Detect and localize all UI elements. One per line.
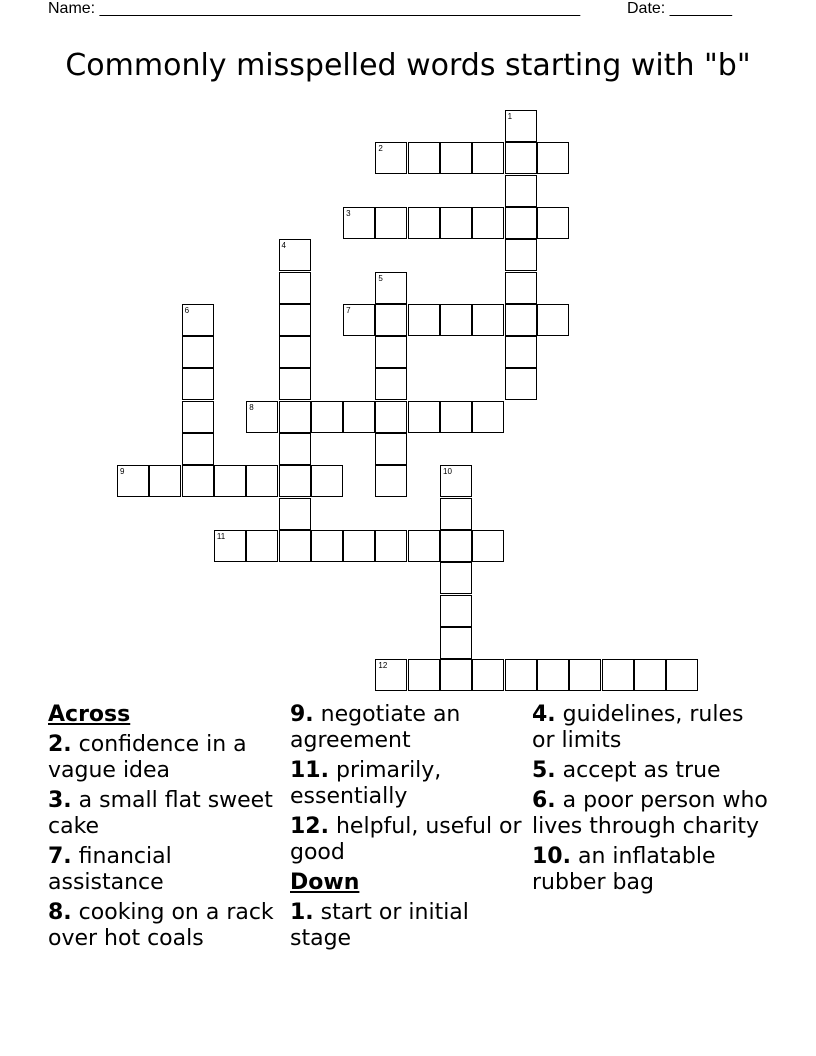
clue-text: cooking on a rack over hot coals: [48, 900, 274, 951]
crossword-cell[interactable]: [537, 207, 569, 239]
down-clue: [532, 702, 772, 754]
clue-number: 4.: [532, 702, 556, 727]
crossword-cell[interactable]: [182, 465, 214, 497]
clue-number: 5.: [532, 758, 556, 783]
crossword-cell[interactable]: [343, 530, 375, 562]
clue-number: 6.: [532, 788, 556, 813]
crossword-cell[interactable]: [375, 304, 407, 336]
page-title: Commonly misspelled words starting with "b": [65, 48, 751, 83]
crossword-cell[interactable]: [279, 336, 311, 368]
clue-text: helpful, useful or good: [290, 814, 522, 865]
crossword-cell[interactable]: [279, 530, 311, 562]
crossword-cell[interactable]: [149, 465, 181, 497]
clue-text: financial assistance: [48, 844, 172, 895]
crossword-cell[interactable]: [279, 239, 311, 271]
across-clue: [48, 732, 286, 784]
date-line: Date: _______: [627, 0, 732, 17]
down-heading: Down: [290, 870, 360, 895]
crossword-cell[interactable]: [182, 401, 214, 433]
clue-number-label: 5: [378, 273, 383, 283]
across-clue: [290, 814, 528, 866]
crossword-cell[interactable]: [505, 142, 537, 174]
crossword-cell[interactable]: [505, 272, 537, 304]
clue-number: 1.: [290, 900, 314, 925]
clue-text: a small flat sweet cake: [48, 788, 273, 839]
clue-number-label: 9: [120, 467, 125, 477]
across-heading: Across: [48, 702, 131, 727]
across-clue: [48, 788, 286, 840]
crossword-cell[interactable]: [375, 433, 407, 465]
crossword-cell[interactable]: [440, 595, 472, 627]
clue-number: 3.: [48, 788, 72, 813]
crossword-cell[interactable]: [279, 433, 311, 465]
clue-text: an inflatable rubber bag: [532, 844, 716, 895]
crossword-cell[interactable]: [440, 207, 472, 239]
crossword-cell[interactable]: [440, 498, 472, 530]
crossword-cell[interactable]: [472, 401, 504, 433]
crossword-cell[interactable]: [375, 368, 407, 400]
crossword-cell[interactable]: [311, 401, 343, 433]
crossword-cell[interactable]: [440, 142, 472, 174]
down-clue: [532, 758, 772, 784]
crossword-cell[interactable]: [537, 659, 569, 691]
crossword-cell[interactable]: [246, 530, 278, 562]
crossword-cell[interactable]: [408, 207, 440, 239]
crossword-cell[interactable]: [440, 659, 472, 691]
crossword-cell[interactable]: [408, 401, 440, 433]
crossword-cell[interactable]: [375, 336, 407, 368]
clue-number: 7.: [48, 844, 72, 869]
crossword-cell[interactable]: [375, 207, 407, 239]
crossword-cell[interactable]: [343, 401, 375, 433]
clue-number: 10.: [532, 844, 571, 869]
crossword-cell[interactable]: [440, 562, 472, 594]
crossword-cell[interactable]: [472, 142, 504, 174]
clues-column-1: [48, 702, 286, 956]
clue-text: guidelines, rules or limits: [532, 702, 744, 753]
clue-number-label: 11: [216, 531, 226, 541]
crossword-cell[interactable]: [472, 207, 504, 239]
crossword-cell[interactable]: [279, 401, 311, 433]
across-clue: [290, 702, 528, 754]
crossword-cell[interactable]: [246, 401, 278, 433]
clue-number-label: 8: [249, 402, 254, 412]
down-clue: [532, 788, 772, 840]
clues-column-2: [290, 702, 528, 956]
name-line: Name: ______________________________________________________: [48, 0, 581, 17]
crossword-cell[interactable]: [311, 465, 343, 497]
crossword-cell[interactable]: [408, 659, 440, 691]
clue-number-label: 7: [346, 305, 351, 315]
crossword-cell[interactable]: [505, 239, 537, 271]
clue-text: accept as true: [562, 758, 721, 783]
crossword-cell[interactable]: [505, 368, 537, 400]
crossword-cell[interactable]: [440, 401, 472, 433]
across-clue: [290, 758, 528, 810]
crossword-cell[interactable]: [537, 142, 569, 174]
across-clue: [48, 844, 286, 896]
clue-number-label: 12: [378, 661, 388, 671]
crossword-cell[interactable]: [505, 659, 537, 691]
crossword-cell[interactable]: [408, 304, 440, 336]
crossword-cell[interactable]: [537, 304, 569, 336]
crossword-cell[interactable]: [472, 530, 504, 562]
across-clue: [48, 900, 286, 952]
crossword-cell[interactable]: [375, 142, 407, 174]
clue-number-label: 2: [378, 144, 383, 154]
clue-number: 11.: [290, 758, 329, 783]
crossword-cell[interactable]: [569, 659, 601, 691]
crossword-cell[interactable]: [182, 336, 214, 368]
crossword-cell[interactable]: [279, 498, 311, 530]
clue-number: 8.: [48, 900, 72, 925]
crossword-cell[interactable]: [440, 465, 472, 497]
clue-number: 9.: [290, 702, 314, 727]
crossword-cell[interactable]: [440, 627, 472, 659]
crossword-cell[interactable]: [505, 175, 537, 207]
crossword-cell[interactable]: [505, 304, 537, 336]
crossword-cell[interactable]: [440, 530, 472, 562]
crossword-cell[interactable]: [214, 465, 246, 497]
crossword-cell[interactable]: [117, 465, 149, 497]
crossword-cell[interactable]: [440, 304, 472, 336]
crossword-cell[interactable]: [246, 465, 278, 497]
crossword-cell[interactable]: [602, 659, 634, 691]
clue-text: start or initial stage: [290, 900, 469, 951]
crossword-cell[interactable]: [279, 465, 311, 497]
crossword-cell[interactable]: [182, 433, 214, 465]
crossword-cell[interactable]: [375, 401, 407, 433]
clues-column-3: [532, 702, 772, 900]
down-clue: [290, 900, 528, 952]
clue-text: confidence in a vague idea: [48, 732, 247, 783]
crossword-cell[interactable]: [505, 110, 537, 142]
crossword-cell[interactable]: [472, 659, 504, 691]
crossword-cell[interactable]: [634, 659, 666, 691]
crossword-cell[interactable]: [505, 336, 537, 368]
crossword-cell[interactable]: [375, 659, 407, 691]
crossword-cell[interactable]: [182, 368, 214, 400]
crossword-cell[interactable]: [408, 142, 440, 174]
clue-number: 12.: [290, 814, 329, 839]
crossword-cell[interactable]: [375, 465, 407, 497]
crossword-cell[interactable]: [279, 304, 311, 336]
crossword-cell[interactable]: [666, 659, 698, 691]
down-clue: [532, 844, 772, 896]
crossword-cell[interactable]: [375, 530, 407, 562]
clue-number-label: 1: [507, 112, 513, 121]
crossword-cell[interactable]: [505, 207, 537, 239]
clue-number-label: 4: [281, 241, 286, 251]
clue-number-label: 6: [184, 305, 190, 315]
clue-text: a poor person who lives through charity: [532, 788, 768, 839]
crossword-cell[interactable]: [182, 304, 214, 336]
crossword-cell[interactable]: [472, 304, 504, 336]
crossword-cell[interactable]: [279, 368, 311, 400]
crossword-cell[interactable]: [311, 530, 343, 562]
clue-text: primarily, essentially: [290, 758, 442, 809]
clue-text: negotiate an agreement: [290, 702, 461, 753]
clue-number: 2.: [48, 732, 72, 757]
clue-number-label: 10: [443, 467, 452, 477]
clue-number-label: 3: [346, 208, 351, 218]
crossword-cell[interactable]: [343, 207, 375, 239]
crossword-cell[interactable]: [343, 304, 375, 336]
crossword-cell[interactable]: [279, 272, 311, 304]
crossword-cell[interactable]: [375, 272, 407, 304]
crossword-cell[interactable]: [408, 530, 440, 562]
crossword-cell[interactable]: [214, 530, 246, 562]
